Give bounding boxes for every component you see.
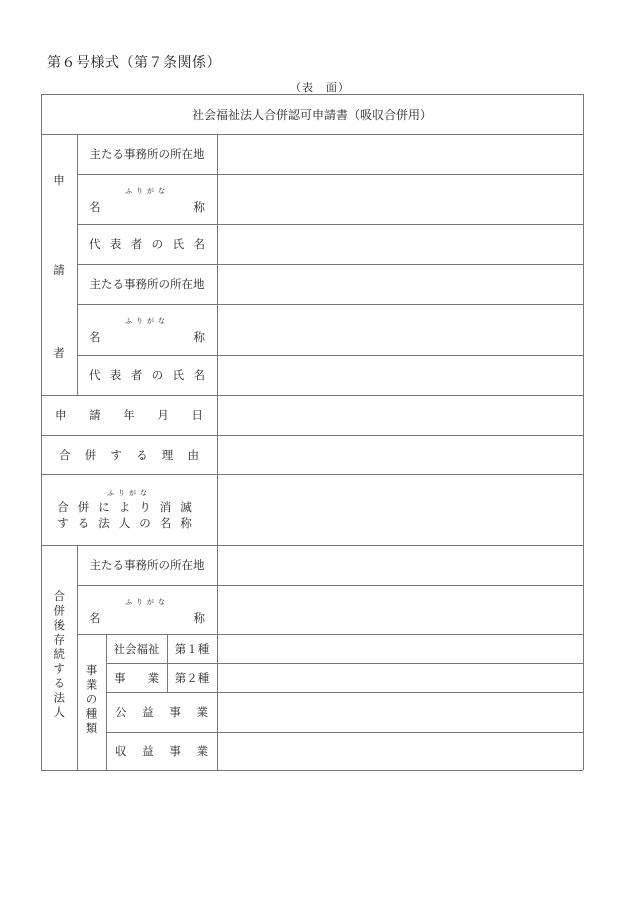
applicant-name-field[interactable] bbox=[218, 175, 582, 224]
char: 氏 bbox=[172, 368, 185, 382]
char: 公 bbox=[115, 705, 127, 719]
dissolved-corp-label bbox=[41, 488, 217, 531]
furigana: ふりがな bbox=[125, 598, 169, 606]
social-welfare-label: 社会福祉 bbox=[113, 641, 160, 656]
char: 名 bbox=[193, 368, 205, 382]
dissolved-line2: する法人の名称 bbox=[57, 515, 201, 530]
application-date-field[interactable] bbox=[218, 396, 582, 435]
surviving-label-text: 合併後存続する法人 bbox=[52, 589, 67, 721]
char: 合 bbox=[59, 447, 71, 462]
surviving-name-field[interactable] bbox=[218, 586, 582, 634]
char: 氏 bbox=[172, 237, 185, 251]
char: 業 bbox=[196, 705, 208, 719]
char: 請 bbox=[89, 408, 101, 422]
char: る bbox=[136, 447, 148, 462]
applicant2-representative-label bbox=[77, 355, 217, 395]
char: 理 bbox=[161, 447, 174, 462]
char: 事 bbox=[114, 670, 126, 685]
dissolved-corp-name-field[interactable] bbox=[218, 475, 582, 545]
business-types-text: 事業の種類 bbox=[84, 663, 99, 737]
char: 併 bbox=[84, 447, 97, 462]
social-welfare-business-label bbox=[106, 663, 167, 692]
public-interest-business-field[interactable] bbox=[218, 693, 582, 732]
char: 事 bbox=[169, 744, 181, 758]
char: 日 bbox=[191, 408, 203, 422]
merger-reason-label bbox=[41, 435, 217, 474]
merger-reason-field[interactable] bbox=[218, 436, 582, 474]
applicant-label-1: 申 bbox=[53, 173, 65, 187]
name-left: 名 bbox=[89, 200, 101, 214]
furigana: ふりがな bbox=[107, 489, 151, 497]
name-left: 名 bbox=[89, 611, 101, 625]
surviving-name-label bbox=[77, 597, 217, 626]
char: 表 bbox=[109, 368, 122, 382]
type2-business-field[interactable] bbox=[218, 664, 582, 692]
char: 業 bbox=[147, 670, 159, 685]
applicant2-representative-field[interactable] bbox=[218, 356, 582, 395]
profit-business-label bbox=[106, 732, 217, 770]
char: 益 bbox=[142, 705, 154, 719]
char: 業 bbox=[196, 744, 208, 758]
char: 収 bbox=[115, 744, 127, 758]
char: 由 bbox=[187, 447, 199, 462]
char: 表 bbox=[109, 237, 122, 251]
profit-business-field[interactable] bbox=[218, 733, 582, 770]
applicant-label-3: 者 bbox=[53, 346, 65, 360]
surviving-address-label: 主たる事務所の所在地 bbox=[89, 558, 205, 572]
applicant-representative-field[interactable] bbox=[218, 225, 582, 264]
type2-label: 第２種 bbox=[174, 670, 210, 685]
char: 者 bbox=[130, 368, 143, 382]
name-right: 称 bbox=[193, 611, 205, 625]
char: 月 bbox=[157, 408, 169, 422]
form-number: 第６号様式（第７条関係） bbox=[47, 55, 221, 71]
char: 年 bbox=[123, 408, 135, 422]
applicant2-address-label: 主たる事務所の所在地 bbox=[89, 277, 205, 291]
name-right: 称 bbox=[193, 330, 205, 344]
applicant2-name-field[interactable] bbox=[218, 305, 582, 355]
form-title: 社会福祉法人合併認可申請書（吸収合併用） bbox=[191, 107, 432, 122]
char: 名 bbox=[193, 237, 205, 251]
char: 事 bbox=[169, 705, 181, 719]
application-date-label bbox=[41, 395, 217, 435]
name-right: 称 bbox=[193, 200, 205, 214]
char: 益 bbox=[142, 744, 154, 758]
type1-business-field[interactable] bbox=[218, 635, 582, 663]
applicant-label-2: 請 bbox=[53, 263, 65, 277]
name-left: 名 bbox=[89, 330, 101, 344]
furigana: ふりがな bbox=[125, 317, 169, 325]
dissolved-line1: 合併により消滅 bbox=[57, 500, 201, 514]
table-border-right bbox=[583, 94, 584, 770]
applicant2-name-label bbox=[77, 316, 217, 345]
char: の bbox=[151, 237, 164, 251]
applicant-address-label: 主たる事務所の所在地 bbox=[89, 147, 205, 161]
char: 代 bbox=[89, 368, 101, 382]
applicant-address-field[interactable] bbox=[218, 135, 582, 174]
surviving-corp-label bbox=[41, 575, 77, 735]
char: 申 bbox=[55, 408, 67, 422]
applicant2-address-field[interactable] bbox=[218, 265, 582, 304]
table-border-bottom bbox=[41, 770, 583, 771]
type1-label: 第１種 bbox=[174, 641, 210, 656]
applicant-representative-label bbox=[77, 224, 217, 264]
business-types-label bbox=[77, 650, 106, 750]
applicant-name-label bbox=[77, 186, 217, 215]
surviving-address-field[interactable] bbox=[218, 546, 582, 585]
furigana: ふりがな bbox=[125, 187, 169, 195]
char: 代 bbox=[89, 237, 101, 251]
char: 者 bbox=[130, 237, 143, 251]
side-label: （表 面） bbox=[290, 81, 350, 94]
char: の bbox=[151, 368, 164, 382]
char: す bbox=[110, 447, 122, 462]
public-interest-business-label bbox=[106, 692, 217, 732]
